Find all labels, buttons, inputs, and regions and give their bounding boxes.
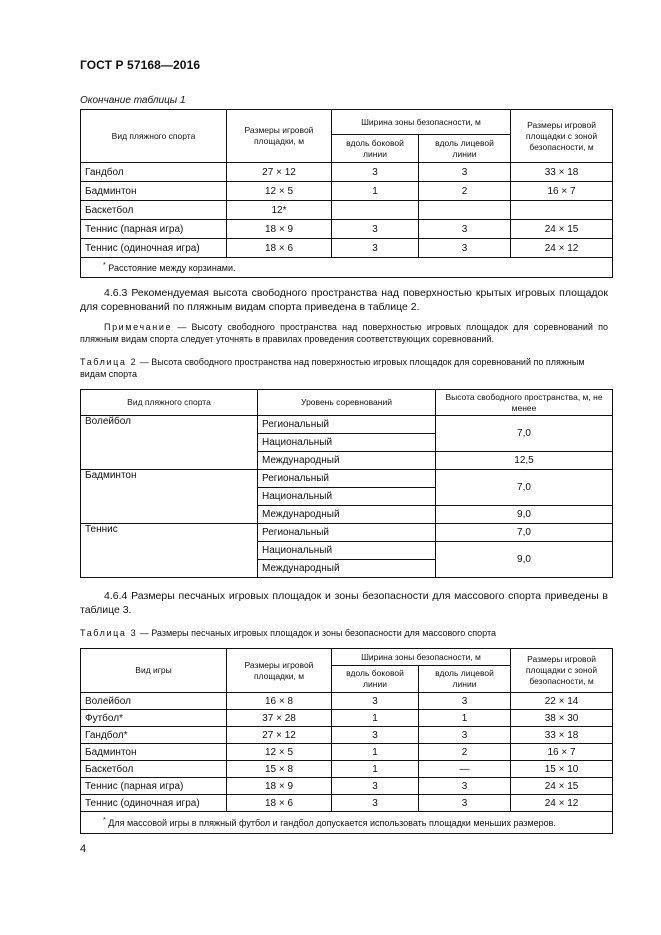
side-cell: 1 (332, 744, 419, 761)
table1-header-size: Размеры игровой площадки, м (227, 110, 332, 163)
table-row (81, 182, 613, 201)
game-cell: Теннис (парная игра) (81, 778, 227, 795)
side-cell: 3 (332, 693, 419, 710)
table-row (81, 795, 613, 812)
sport-cell: Бадминтон (81, 470, 258, 524)
total-cell: 24 × 15 (511, 778, 613, 795)
table-row (81, 693, 613, 710)
size-cell: 12 × 5 (227, 744, 332, 761)
size-cell: 37 × 28 (227, 710, 332, 727)
end-cell: 2 (419, 182, 511, 201)
table2-header-sport: Вид пляжного спорта (81, 390, 258, 416)
total-cell: 38 × 30 (511, 710, 613, 727)
table1-header-total: Размеры игровой площадки с зоной безопасности, м (511, 110, 613, 163)
note-text: — Высоту свободного пространства над поверхностью игровых площадок для соревнований по пляжным видам спорта следует уточнять в правилах проведения соответствующих соревнований. (80, 322, 608, 344)
side-cell: 1 (332, 761, 419, 778)
table3-header-side: вдоль боковой линии (332, 666, 419, 693)
page-number: 4 (80, 843, 87, 855)
side-cell: 3 (332, 778, 419, 795)
table-row (81, 744, 613, 761)
level-cell: Региональный (258, 470, 436, 488)
total-cell: 24 × 15 (511, 220, 613, 239)
table2-caption (80, 356, 608, 380)
table-row (81, 761, 613, 778)
size-cell: 27 × 12 (227, 163, 332, 182)
size-cell: 27 × 12 (227, 727, 332, 744)
table2-caption-label: Таблица 2 (80, 357, 138, 367)
table1-caption: Окончание таблицы 1 (80, 95, 186, 106)
height-cell: 9,0 (436, 542, 613, 578)
table-row (81, 710, 613, 727)
size-cell: 18 × 9 (227, 778, 332, 795)
table-row (81, 220, 613, 239)
table-row (81, 201, 613, 220)
sport-cell: Бадминтон (81, 182, 227, 201)
table1-header-safety: Ширина зоны безопасности, м (332, 110, 511, 135)
total-cell: 16 × 7 (511, 744, 613, 761)
table2-caption-text: — Высота свободного пространства над поверхностью игровых площадок для соревнований по пляжным видам спорта (80, 357, 585, 379)
sport-cell: Теннис (парная игра) (81, 220, 227, 239)
table-row (81, 524, 613, 542)
total-cell: 15 × 10 (511, 761, 613, 778)
game-cell: Гандбол* (81, 727, 227, 744)
level-cell: Международный (258, 506, 436, 524)
table-row (81, 163, 613, 182)
height-cell: 9,0 (436, 506, 613, 524)
side-cell: 1 (332, 182, 419, 201)
height-cell: 7,0 (436, 524, 613, 542)
table3 (80, 648, 613, 834)
footnote-text: Для массовой игры в пляжный футбол и гандбол допускается использовать площадки меньших размеров. (108, 818, 556, 828)
game-cell: Волейбол (81, 693, 227, 710)
end-cell: 3 (419, 727, 511, 744)
table3-caption-text: — Размеры песчаных игровых площадок и зоны безопасности для массового спорта (137, 628, 496, 638)
table-row (81, 778, 613, 795)
height-cell: 7,0 (436, 470, 613, 506)
end-cell (419, 201, 511, 220)
height-cell: 12,5 (436, 452, 613, 470)
table-row (81, 470, 613, 488)
table3-caption-label: Таблица 3 (80, 628, 138, 638)
table2-header-height: Высота свободного пространства, м, не менее (436, 390, 613, 416)
size-cell: 18 × 9 (227, 220, 332, 239)
side-cell: 3 (332, 163, 419, 182)
end-cell: 3 (419, 239, 511, 258)
total-cell: 33 × 18 (511, 163, 613, 182)
footnote-mark: * (103, 817, 106, 824)
size-cell: 18 × 6 (227, 239, 332, 258)
table-row (81, 416, 613, 434)
footnote-mark: * (103, 262, 106, 269)
table1-footnote (81, 258, 613, 278)
paragraph-4-6-3: 4.6.3 Рекомендуемая высота свободного пространства над поверхностью крытых игровых площадок для соревнований по пляжным видам спорта приведена в таблице 2. (80, 287, 608, 313)
level-cell: Национальный (258, 542, 436, 560)
side-cell (332, 201, 419, 220)
table3-header-end: вдоль лицевой линии (419, 666, 511, 693)
side-cell: 3 (332, 220, 419, 239)
game-cell: Бадминтон (81, 744, 227, 761)
total-cell: 24 × 12 (511, 795, 613, 812)
end-cell: 3 (419, 693, 511, 710)
size-cell: 16 × 8 (227, 693, 332, 710)
level-cell: Международный (258, 560, 436, 578)
total-cell: 33 × 18 (511, 727, 613, 744)
total-cell: 24 × 12 (511, 239, 613, 258)
end-cell: 3 (419, 778, 511, 795)
side-cell: 1 (332, 710, 419, 727)
end-cell: 3 (419, 220, 511, 239)
size-cell: 15 × 8 (227, 761, 332, 778)
end-cell: 1 (419, 710, 511, 727)
sport-cell: Баскетбол (81, 201, 227, 220)
end-cell: 3 (419, 795, 511, 812)
size-cell: 12* (227, 201, 332, 220)
sport-cell: Гандбол (81, 163, 227, 182)
level-cell: Международный (258, 452, 436, 470)
end-cell: — (419, 761, 511, 778)
table1-header-end: вдоль лицевой линии (419, 135, 511, 163)
table1-header-side: вдоль боковой линии (332, 135, 419, 163)
footnote-text: Расстояние между корзинами. (108, 263, 236, 273)
table1 (80, 109, 613, 278)
height-cell: 7,0 (436, 416, 613, 452)
total-cell: 16 × 7 (511, 182, 613, 201)
end-cell: 2 (419, 744, 511, 761)
table2-header-level: Уровень соревнований (258, 390, 436, 416)
note (80, 321, 608, 345)
game-cell: Баскетбол (81, 761, 227, 778)
table-row (81, 239, 613, 258)
table3-caption (80, 627, 608, 639)
level-cell: Национальный (258, 434, 436, 452)
side-cell: 3 (332, 795, 419, 812)
sport-cell: Теннис (одиночная игра) (81, 239, 227, 258)
level-cell: Национальный (258, 488, 436, 506)
table1-header-sport: Вид пляжного спорта (81, 110, 227, 163)
total-cell: 22 × 14 (511, 693, 613, 710)
level-cell: Региональный (258, 524, 436, 542)
side-cell: 3 (332, 727, 419, 744)
game-cell: Футбол* (81, 710, 227, 727)
table3-header-game: Вид игры (81, 649, 227, 693)
total-cell (511, 201, 613, 220)
table3-footnote (81, 812, 613, 834)
sport-cell: Теннис (81, 524, 258, 578)
sport-cell: Волейбол (81, 416, 258, 470)
paragraph-4-6-4: 4.6.4 Размеры песчаных игровых площадок и зоны безопасности для массового спорта приведены в таблице 3. (80, 590, 608, 616)
document-id: ГОСТ Р 57168—2016 (80, 58, 201, 72)
note-label: Примечание (104, 322, 173, 332)
end-cell: 3 (419, 163, 511, 182)
game-cell: Теннис (одиночная игра) (81, 795, 227, 812)
table-row (81, 727, 613, 744)
table2 (80, 389, 613, 578)
table3-header-size: Размеры игровой площадки, м (227, 649, 332, 693)
table3-header-safety: Ширина зоны безопасности, м (332, 649, 511, 666)
size-cell: 12 × 5 (227, 182, 332, 201)
table3-header-total: Размеры игровой площадки с зоной безопасности, м (511, 649, 613, 693)
level-cell: Региональный (258, 416, 436, 434)
side-cell: 3 (332, 239, 419, 258)
size-cell: 18 × 6 (227, 795, 332, 812)
